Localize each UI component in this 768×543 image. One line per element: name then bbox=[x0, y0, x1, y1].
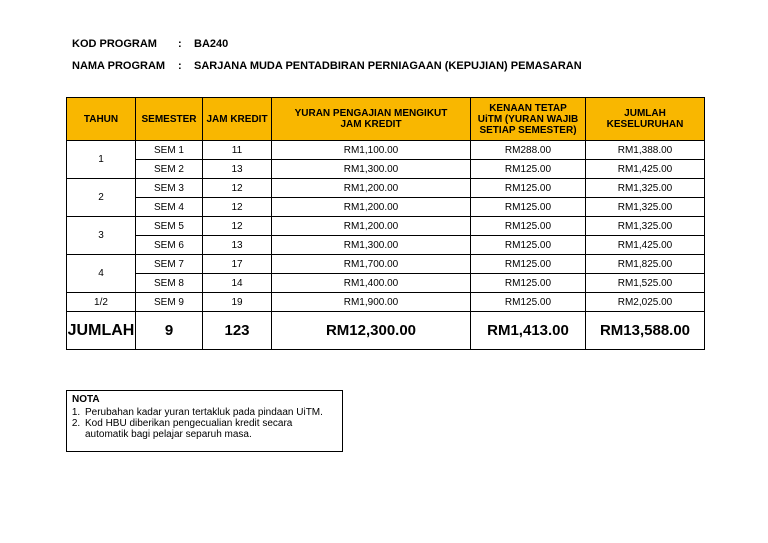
total-cell: RM1,388.00 bbox=[586, 141, 705, 160]
total-cell: RM1,525.00 bbox=[586, 274, 705, 293]
program-name-label: NAMA PROGRAM bbox=[72, 60, 166, 72]
tuition-cell: RM1,900.00 bbox=[272, 293, 471, 312]
fixed-fee-cell: RM125.00 bbox=[471, 293, 586, 312]
tuition-cell: RM1,200.00 bbox=[272, 179, 471, 198]
credit-cell: 12 bbox=[203, 198, 272, 217]
tuition-cell: RM1,200.00 bbox=[272, 198, 471, 217]
credit-cell: 19 bbox=[203, 293, 272, 312]
col-header-jam-kredit: JAM KREDIT bbox=[203, 98, 272, 141]
table-row bbox=[67, 255, 705, 274]
fixed-fee-cell: RM125.00 bbox=[471, 217, 586, 236]
table-row bbox=[67, 293, 705, 312]
table-row bbox=[67, 179, 705, 198]
total-cell: RM1,825.00 bbox=[586, 255, 705, 274]
year-cell: 1 bbox=[67, 141, 136, 179]
fixed-fee-cell: RM288.00 bbox=[471, 141, 586, 160]
col-header-jumlah: JUMLAH KESELURUHAN bbox=[586, 98, 705, 141]
total-fixed-fee: RM1,413.00 bbox=[471, 312, 586, 350]
total-credits: 123 bbox=[203, 312, 272, 350]
year-cell: 2 bbox=[67, 179, 136, 217]
tuition-cell: RM1,700.00 bbox=[272, 255, 471, 274]
total-cell: RM1,425.00 bbox=[586, 236, 705, 255]
fixed-fee-cell: RM125.00 bbox=[471, 160, 586, 179]
year-cell: 1/2 bbox=[67, 293, 136, 312]
tuition-cell: RM1,100.00 bbox=[272, 141, 471, 160]
tuition-cell: RM1,300.00 bbox=[272, 236, 471, 255]
credit-cell: 13 bbox=[203, 236, 272, 255]
grand-total: RM13,588.00 bbox=[586, 312, 705, 350]
col-header-tahun: TAHUN bbox=[67, 98, 136, 141]
fixed-fee-cell: RM125.00 bbox=[471, 179, 586, 198]
fixed-fee-cell: RM125.00 bbox=[471, 255, 586, 274]
tuition-cell: RM1,400.00 bbox=[272, 274, 471, 293]
table-row bbox=[67, 236, 705, 255]
total-cell: RM2,025.00 bbox=[586, 293, 705, 312]
table-row bbox=[67, 274, 705, 293]
notes-box bbox=[66, 390, 343, 452]
semester-cell: SEM 8 bbox=[136, 274, 203, 293]
col-header-yuran: YURAN PENGAJIAN MENGIKUT JAM KREDIT bbox=[272, 98, 471, 141]
fixed-fee-cell: RM125.00 bbox=[471, 198, 586, 217]
table-row bbox=[67, 160, 705, 179]
semester-cell: SEM 2 bbox=[136, 160, 203, 179]
year-cell: 4 bbox=[67, 255, 136, 293]
total-row bbox=[67, 312, 705, 350]
fixed-fee-cell: RM125.00 bbox=[471, 236, 586, 255]
semester-cell: SEM 7 bbox=[136, 255, 203, 274]
table-row bbox=[67, 141, 705, 160]
semester-cell: SEM 9 bbox=[136, 293, 203, 312]
separator: : bbox=[178, 60, 182, 72]
table-header-row bbox=[67, 98, 705, 141]
fixed-fee-cell: RM125.00 bbox=[471, 274, 586, 293]
program-code-value: BA240 bbox=[194, 38, 229, 50]
notes-title: NOTA bbox=[72, 394, 100, 405]
program-name-value: SARJANA MUDA PENTADBIRAN PERNIAGAAN (KEPUJIAN) PEMASARAN bbox=[194, 60, 582, 72]
year-cell: 3 bbox=[67, 217, 136, 255]
total-label: JUMLAH bbox=[67, 312, 136, 350]
semester-cell: SEM 3 bbox=[136, 179, 203, 198]
separator: : bbox=[178, 38, 182, 50]
credit-cell: 12 bbox=[203, 179, 272, 198]
total-cell: RM1,325.00 bbox=[586, 179, 705, 198]
note-item: 1. Perubahan kadar yuran tertakluk pada pindaan UiTM. bbox=[83, 407, 337, 418]
credit-cell: 17 bbox=[203, 255, 272, 274]
semester-cell: SEM 1 bbox=[136, 141, 203, 160]
tuition-cell: RM1,300.00 bbox=[272, 160, 471, 179]
table-row bbox=[67, 198, 705, 217]
table-body bbox=[67, 141, 705, 350]
col-header-semester: SEMESTER bbox=[136, 98, 203, 141]
program-code-label: KOD PROGRAM bbox=[72, 38, 157, 50]
semester-cell: SEM 4 bbox=[136, 198, 203, 217]
credit-cell: 12 bbox=[203, 217, 272, 236]
total-semesters: 9 bbox=[136, 312, 203, 350]
total-tuition: RM12,300.00 bbox=[272, 312, 471, 350]
semester-cell: SEM 6 bbox=[136, 236, 203, 255]
credit-cell: 11 bbox=[203, 141, 272, 160]
notes-list bbox=[72, 407, 337, 440]
table-row bbox=[67, 217, 705, 236]
credit-cell: 13 bbox=[203, 160, 272, 179]
note-item: 2. Kod HBU diberikan pengecualian kredit secara automatik bagi pelajar separuh masa. bbox=[83, 418, 337, 440]
fee-table bbox=[66, 97, 705, 350]
total-cell: RM1,425.00 bbox=[586, 160, 705, 179]
credit-cell: 14 bbox=[203, 274, 272, 293]
total-cell: RM1,325.00 bbox=[586, 217, 705, 236]
total-cell: RM1,325.00 bbox=[586, 198, 705, 217]
col-header-kenaan: KENAAN TETAP UiTM (YURAN WAJIB SETIAP SEMESTER) bbox=[471, 98, 586, 141]
tuition-cell: RM1,200.00 bbox=[272, 217, 471, 236]
semester-cell: SEM 5 bbox=[136, 217, 203, 236]
